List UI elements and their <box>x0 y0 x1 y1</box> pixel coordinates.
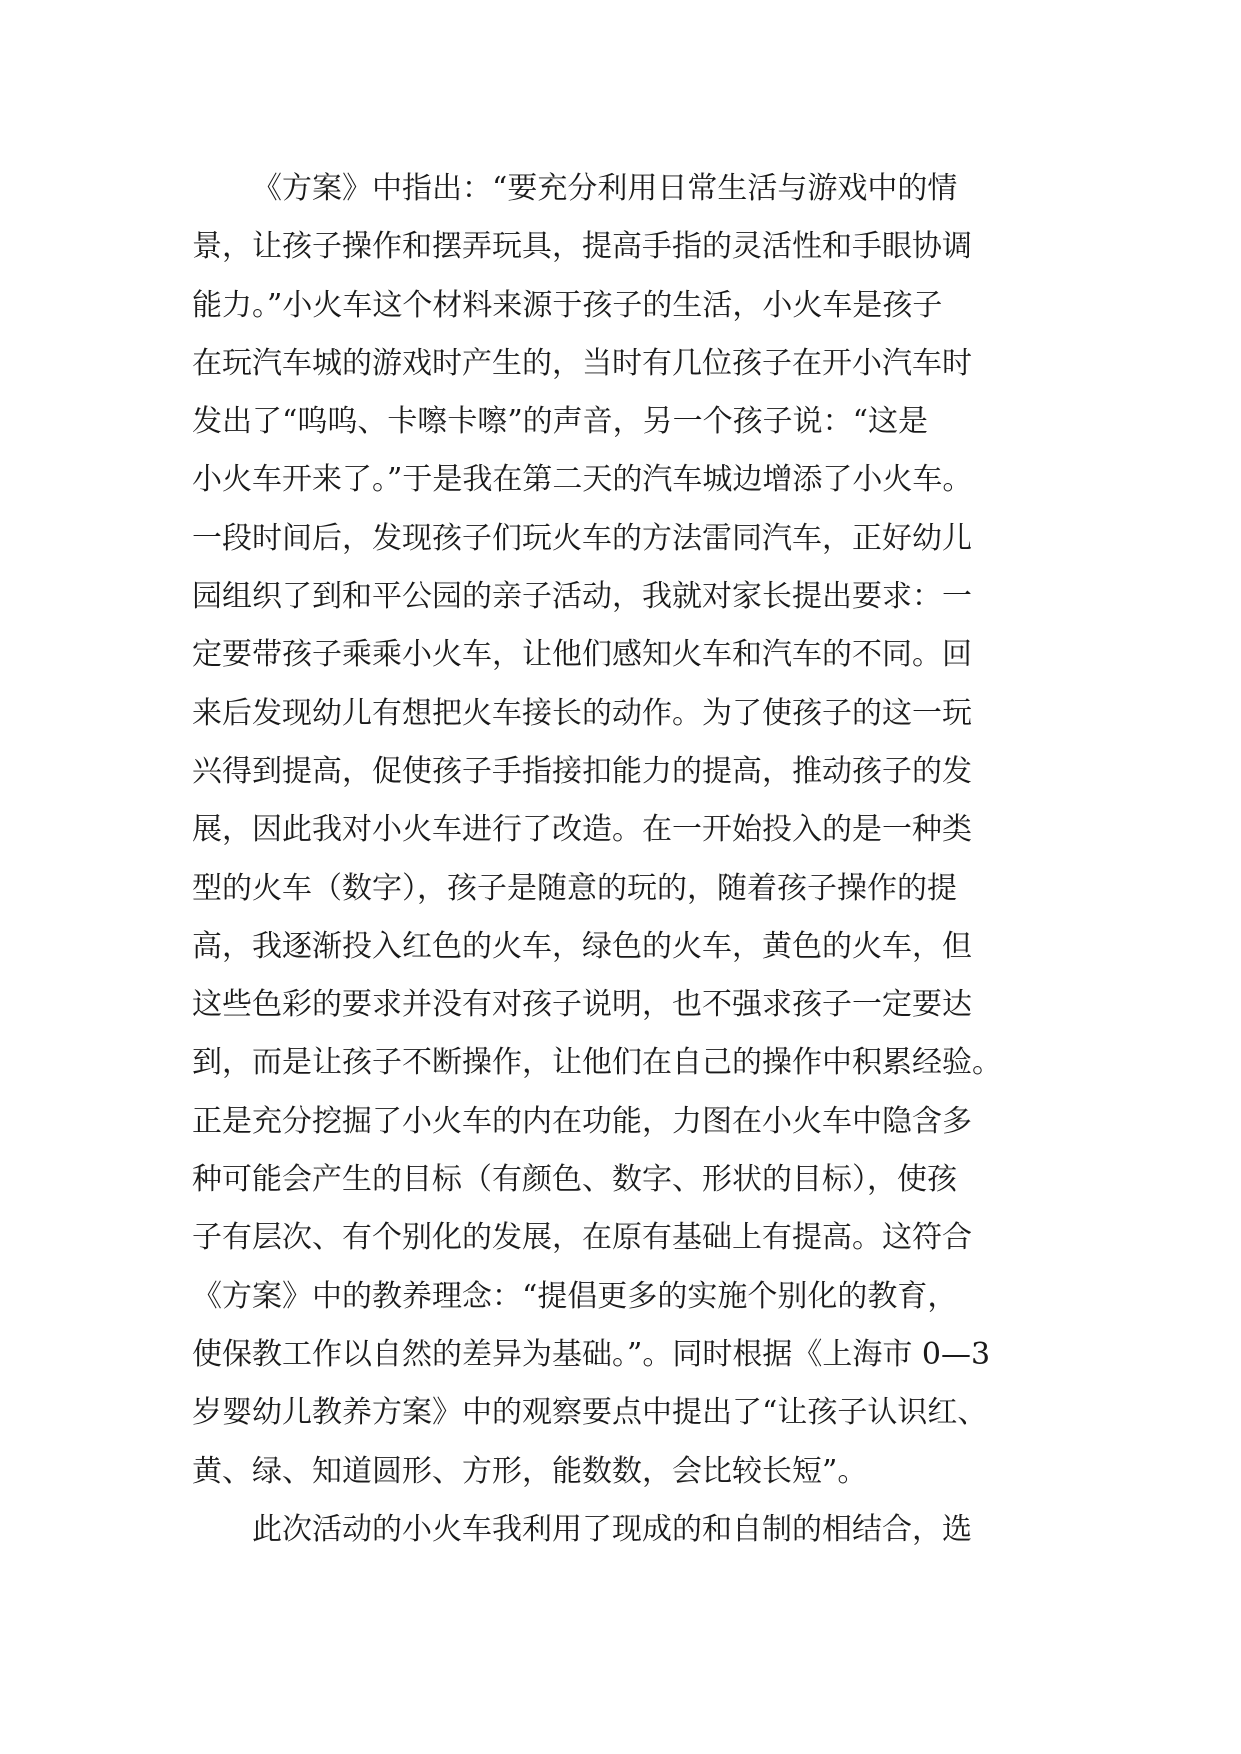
text-line: 能力。”小火车这个材料来源于孩子的生活，小火车是孩子 <box>192 287 943 323</box>
text-line: 在玩汽车城的游戏时产生的，当时有几位孩子在开小汽车时 <box>192 345 972 381</box>
text-line: 景，让孩子操作和摆弄玩具，提高手指的灵活性和手眼协调 <box>192 229 972 265</box>
text-line: 型的火车（数字），孩子是随意的玩的，随着孩子操作的提 <box>192 870 957 906</box>
text-line: 此次活动的小火车我利用了现成的和自制的相结合，选 <box>252 1511 972 1547</box>
text-line: 子有层次、有个别化的发展，在原有基础上有提高。这符合 <box>192 1220 972 1256</box>
text-line: 来后发现幼儿有想把火车接长的动作。为了使孩子的这一玩 <box>192 695 972 731</box>
text-line: 发出了“呜呜、卡嚓卡嚓”的声音，另一个孩子说：“这是 <box>192 404 929 440</box>
text-line: 小火车开来了。”于是我在第二天的汽车城边增添了小火车。 <box>192 462 973 498</box>
text-line: 岁婴幼儿教养方案》中的观察要点中提出了“让孩子认识红、 <box>192 1395 988 1431</box>
text-line: 定要带孩子乘乘小火车，让他们感知火车和汽车的不同。回 <box>192 637 972 673</box>
text-line: 这些色彩的要求并没有对孩子说明，也不强求孩子一定要达 <box>192 987 972 1023</box>
text-line: 《方案》中指出：“要充分利用日常生活与游戏中的情 <box>252 171 958 206</box>
text-line: 到，而是让孩子不断操作，让他们在自己的操作中积累经验。 <box>192 1045 1002 1081</box>
text-line: 《方案》中的教养理念：“提倡更多的实施个别化的教育， <box>192 1278 958 1314</box>
text-line: 一段时间后，发现孩子们玩火车的方法雷同汽车，正好幼儿 <box>192 520 972 556</box>
text-line: 兴得到提高，促使孩子手指接扣能力的提高，推动孩子的发 <box>192 753 972 789</box>
text-line: 正是充分挖掘了小火车的内在功能，力图在小火车中隐含多 <box>192 1103 972 1139</box>
text-line: 展，因此我对小火车进行了改造。在一开始投入的是一种类 <box>192 812 972 848</box>
paragraph-1 <box>192 160 1052 1501</box>
paragraph-2 <box>192 1501 1052 1559</box>
text-line: 高，我逐渐投入红色的火车，绿色的火车，黄色的火车，但 <box>192 928 972 964</box>
text-line: 园组织了到和平公园的亲子活动，我就对家长提出要求：一 <box>192 579 972 615</box>
text-line: 种可能会产生的目标（有颜色、数字、形状的目标），使孩 <box>192 1162 957 1198</box>
text-line: 黄、绿、知道圆形、方形，能数数，会比较长短”。 <box>192 1453 868 1489</box>
document-body <box>192 160 1052 1559</box>
text-line: 使保教工作以自然的差异为基础。”。同时根据《上海市 0—3 <box>192 1336 991 1372</box>
